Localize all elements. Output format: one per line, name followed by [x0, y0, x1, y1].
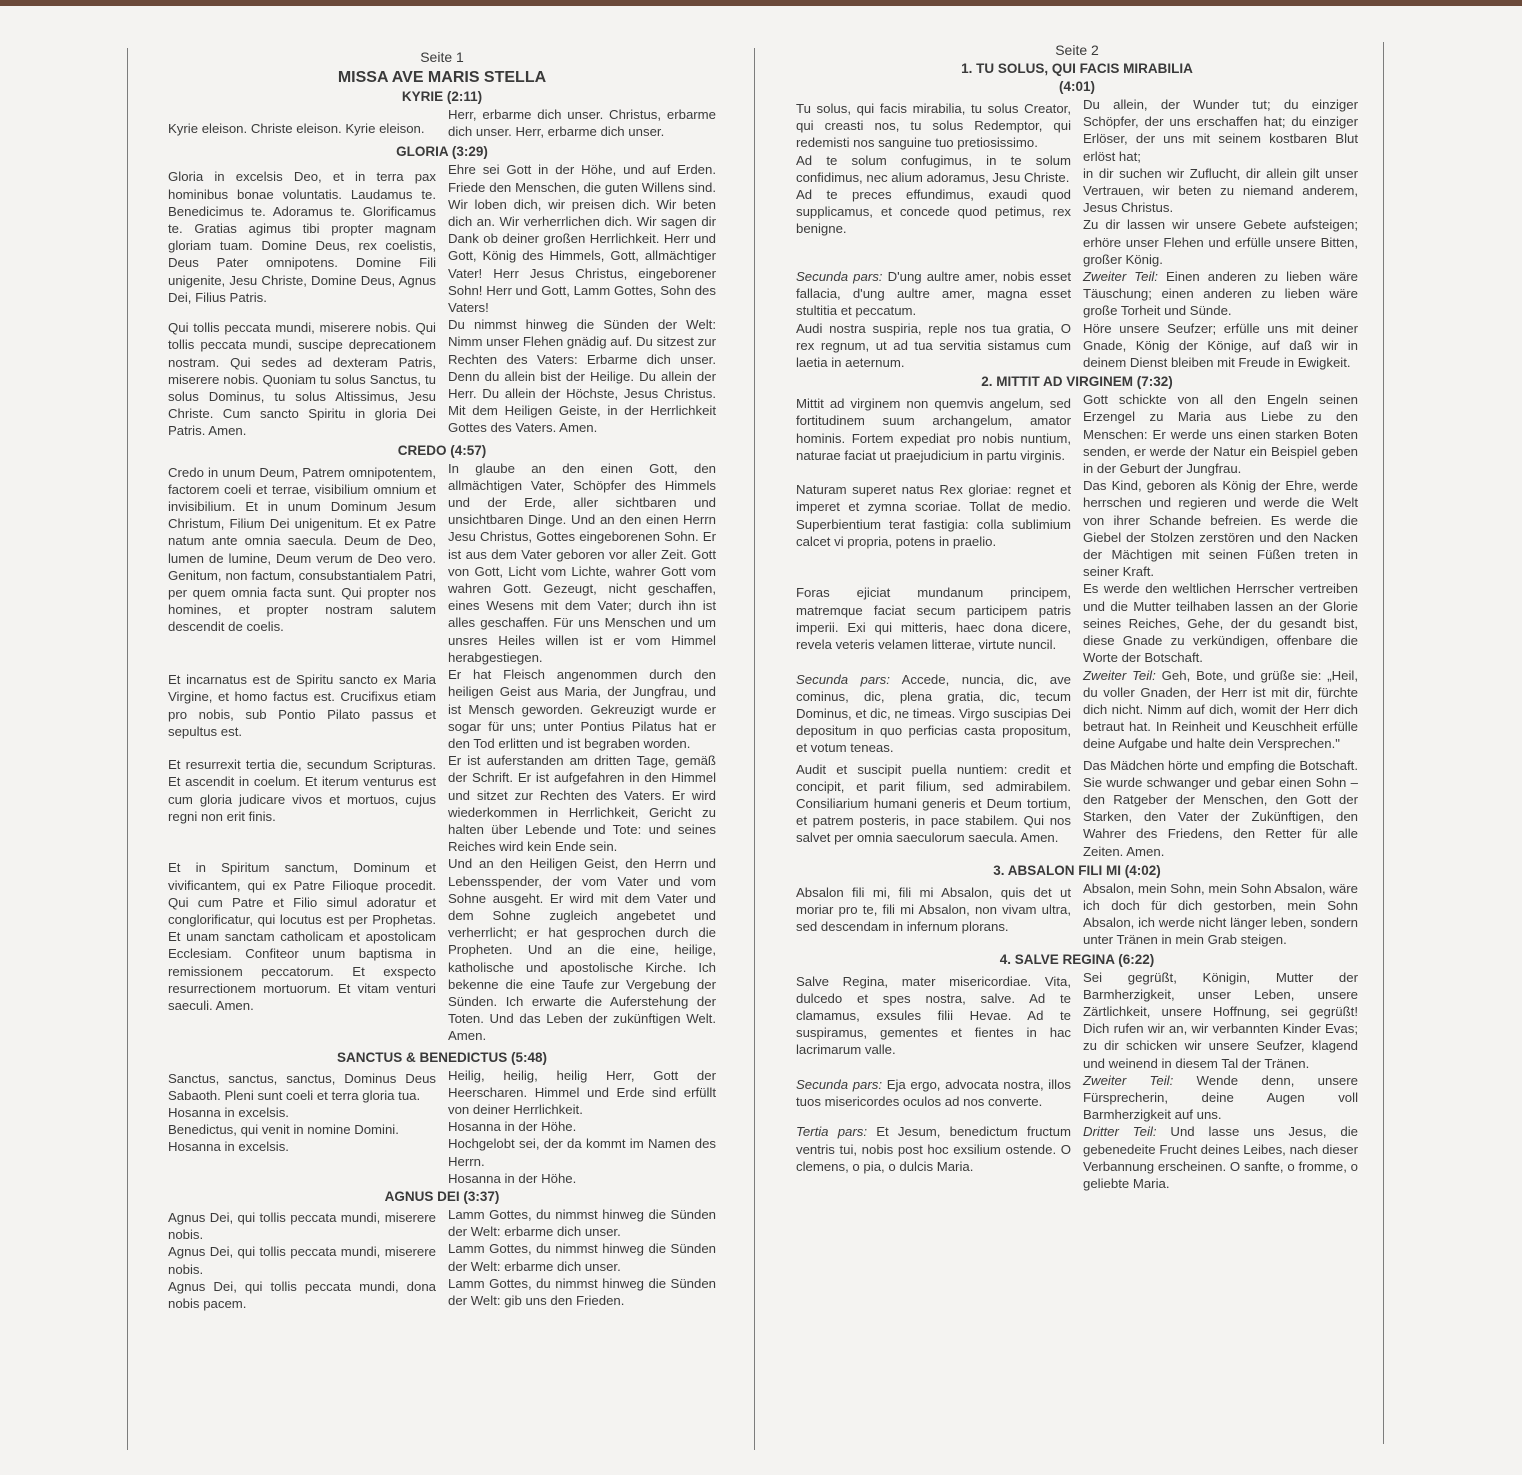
section-heading-tu-solus: 1. TU SOLUS, QUI FACIS MIRABILIA — [961, 61, 1193, 76]
latin-text: Et resurrexit tertia die, secundum Scripturas. Et ascendit in coelum. Et iterum venturus est cum gloria judicare vivos et mortuos, cujus regni non erit finis. — [168, 757, 436, 824]
text-block-mittit-5 — [796, 757, 1358, 860]
latin-text — [796, 1123, 1071, 1192]
german-text: Er hat Fleisch angenommen durch den heiligen Geist aus Maria, der Jungfrau, und ist Mensch geworden. Gekreuzigt wurde er sogar für uns; unter Pontius Pilatus hat er den Tod erlitten und ist begraben worden. — [448, 667, 716, 751]
text-block-mittit-3 — [796, 580, 1358, 666]
part-text: Accede, nuncia, dic, ave cominus, dic, plena gratia, dic, tecum Dominus, et dic, ne timeas. Virgo suscipias Dei depositum in quo perficias casta propositum, et votum teneas. — [796, 671, 1071, 756]
german-text: Es werde den weltlichen Herrscher vertreiben und die Mutter teilhaben lassen an der Glorie seines Reiches, Gehe, der du gesandt bist, diese Gnade zu verkündigen, offenbare die Worte der Botschaft. — [1083, 581, 1358, 666]
text-block-absalon — [796, 880, 1358, 949]
german-text — [1083, 1123, 1358, 1192]
text-block-mittit-4 — [796, 667, 1358, 757]
page1-label: Seite 1 — [420, 49, 464, 65]
german-text: Herr, erbarme dich unser. Christus, erbarme dich unser. Herr, erbarme dich unser. — [448, 107, 716, 140]
latin-text: Tu solus, qui facis mirabilia, tu solus Creator, qui creasti nos, tu solus Redemptor, qui redemisti nos sanguine tuo pretiosissimo. Ad te solum confugimus, in te solum confidimus, nec alium adoramus, Jesu Christe. Ad te preces effundimus, exaudi quod supplicamus, et concede quod petimus, rex benigne. — [796, 101, 1071, 237]
section-heading-salve-regina: 4. SALVE REGINA (6:22) — [999, 951, 1155, 967]
text-block-salve-3 — [796, 1123, 1358, 1192]
part-label: Secunda pars: — [796, 1076, 883, 1092]
page-1 — [168, 0, 716, 1312]
text-block-mittit-2 — [796, 477, 1358, 580]
latin-text: Naturam superet natus Rex gloriae: regnet et imperet et zymna scoriae. Tollat de medio. Superbientium terat fastigia: colla sublimium calcet vi propria, potens in praelio. — [796, 482, 1071, 549]
text-block-credo-4 — [168, 855, 716, 1044]
german-text: Und an den Heiligen Geist, den Herrn und Lebensspender, der vom Vater und vom Sohne ausgeht. Er wird mit dem Vater und dem Sohne zugleich angebetet und verherrlicht; er hat gesprochen durch die Propheten. Und an die eine, heilige, katholische und apostolische Kirche. Ich bekenne die eine Taufe zur Vergebung der Sünden. Ich erwarte die Auferstehung der Toten. Und das Leben der zukünftigen Welt. Amen. — [448, 856, 716, 1044]
latin-text: Foras ejiciat mundanum principem, matremque faciat secum participem patris imperii. Exi qui mitteris, haec dona dicere, revela veteris velamen litterae, virtute nuncil. — [796, 585, 1071, 653]
latin-text: Kyrie eleison. Christe eleison. Kyrie eleison. — [168, 121, 425, 136]
part-label: Zweiter Teil: — [1083, 667, 1156, 683]
part-text: Eja ergo, advocata nostra, illos tuos misericordes oculos ad nos converte. — [796, 1076, 1071, 1109]
text-block-salve-2 — [796, 1072, 1358, 1124]
part-text: Einen anderen zu lieben wäre Täuschung; einen anderen zu lieben wäre große Torheit und Sünde. Höre unsere Seufzer; erfülle uns mit deiner Gnade, König der Könige, auf daß wir in deinem Dienst bleiben mit Freude in Ewigkeit. — [1083, 269, 1358, 371]
german-text: Du nimmst hinweg die Sünden der Welt: Nimm unser Flehen gnädig auf. Du sitzest zur Rechten des Vaters: Erbarme dich unser. Denn du allein bist der Heilige. Du allein der Herr. Du allein der Höchste, Jesus Christus. Mit dem Heiligen Geiste, in der Herrlichkeit Gottes des Vaters. Amen. — [448, 317, 716, 436]
german-text: Heilig, heilig, heilig Herr, Gott der Heerscharen. Himmel und Erde sind erfüllt von deiner Herrlichkeit. Hosanna in der Höhe. Hochgelobt sei, der da kommt im Namen des Herrn. Hosanna in der Höhe. — [448, 1067, 716, 1186]
latin-text: Et in Spiritum sanctum, Dominum et vivificantem, qui ex Patre Filioque procedit. Qui cum Patre et Filio simul adoratur et conglorificatur, qui locutus est per Prophetas. Et unam sanctam catholicam et apostolicam Ecclesiam. Confiteor unum baptisma in remissionem peccatorum. Et exspecto resurrectionem mortuorum. Et vitam venturi saeculi. Amen. — [168, 860, 436, 1013]
text-block-mittit-1 — [796, 391, 1358, 477]
latin-text: Salve Regina, mater misericordiae. Vita, dulcedo et spes nostra, salve. Ad te clamamus, exsules filii Hevae. Ad te suspiramus, gementes et fientes in hac lacrimarum valle. — [796, 973, 1071, 1058]
latin-text: Absalon fili mi, fili mi Absalon, quis det ut moriar pro te, fili mi Absalon, non vivam ultra, sed descendam in infernum plorans. — [796, 884, 1071, 935]
part-label: Dritter Teil: — [1083, 1124, 1157, 1140]
text-block-gloria-1 — [168, 161, 716, 316]
latin-text: Qui tollis peccata mundi, miserere nobis. Qui tollis peccata mundi, suscipe deprecationem nostram. Qui sedes ad dexteram Patris, miserere nobis. Quoniam tu solus Sanctus, tu solus Dominus, tu solus Altissimus, Jesu Christe. Cum sancto Spiritu in gloria Dei Patris. Amen. — [168, 320, 436, 439]
german-text: Das Mädchen hörte und empfing die Botschaft. Sie wurde schwanger und gebar einen Sohn – den Ratgeber der Menschen, den Gott der Starken, den Vater der Zukünftigen, den Wahrer des Friedens, den Retter für alle Zeiten. Amen. — [1083, 757, 1358, 859]
german-text: Lamm Gottes, du nimmst hinweg die Sünden der Welt: erbarme dich unser. Lamm Gottes, du nimmst hinweg die Sünden der Welt: erbarme dich unser. Lamm Gottes, du nimmst hinweg die Sünden der Welt: gib uns den Frieden. — [448, 1206, 716, 1308]
section-heading-mittit: 2. MITTIT AD VIRGINEM (7:32) — [981, 374, 1173, 390]
german-text — [1083, 667, 1358, 757]
text-block-credo-1 — [168, 460, 716, 666]
part-text: D'ung aultre amer, nobis esset fallacia, d'ung aultre amer, magna esset stultitia et peccatum. Audi nostra suspiria, reple nos tua gratia, O rex regnum, ut ad tua servitia sistamus cum laetia in aeternum. — [796, 269, 1072, 371]
latin-text: Et incarnatus est de Spiritu sancto ex Maria Virgine, et homo factus est. Crucifixus etiam pro nobis, sub Pontio Pilato passus et sepultus est. — [168, 672, 436, 739]
latin-text: Mittit ad virginem non quemvis angelum, sed fortitudinem suum archangelum, amator hominis. Fortem expediat pro nobis nuntium, naturae faciat ut praejudicium in partu virginis. — [796, 396, 1071, 463]
page1-title: MISSA AVE MARIS STELLA — [337, 69, 547, 86]
german-text: Gott schickte von all den Engeln seinen Erzengel zu Maria aus Liebe zu den Menschen: Er werde uns einen starken Boten senden, er werde der Natur ein Beispiel geben in der Geburt der Jungfrau. — [1083, 392, 1358, 477]
german-text: In glaube an den einen Gott, den allmächtigen Vater, Schöpfer des Himmels und der Erde, aller sichtbaren und unsichtbaren Dinge. Und an den einen Herrn Jesu Christus, Gottes eingeborenen Sohn. Er ist aus dem Vater geboren vor aller Zeit. Gott von Gott, Licht vom Lichte, wahrer Gott vom wahren Gott. Gezeugt, nicht geschaffen, eines Wesens mit dem Vater; durch ihn ist alles geschaffen. Für uns Menschen und um unsres Heiles willen ist er vom Himmel herabgestiegen. — [448, 460, 716, 665]
german-text — [1083, 268, 1358, 371]
latin-text: Audit et suscipit puella nuntiem: credit et concipit, et parit filium, sed admirabilem. Consiliarium humani generis et Deum tortium, et patrem posteris, in pace stabilem. Qui nos salvet per omnia saeculorum saecula. Amen. — [796, 761, 1071, 846]
german-text: Ehre sei Gott in der Höhe, und auf Erden. Friede den Menschen, die guten Willens sind. Wir loben dich, wir preisen dich. Wir beten dich an. Wir verherrlichen dich. Wir sagen dir Dank ob deiner großen Herrlichkeit. Herr und Gott, König des Himmels, Gott, allmächtiger Vater! Herr Jesus Christus, eingeborener Sohn! Herr und Gott, Lamm Gottes, Sohn des Vaters! — [448, 162, 716, 316]
page2-label: Seite 2 — [1055, 42, 1099, 58]
part-label: Secunda pars: — [796, 671, 890, 687]
text-block-salve-1 — [796, 969, 1358, 1072]
latin-text — [796, 268, 1071, 371]
part-text: Und lasse uns Jesus, die gebenedeite Frucht deines Leibes, nach dieser Verbannung erscheinen. O sanfte, o fromme, o geliebte Maria. — [1083, 1124, 1358, 1191]
part-text: Geh, Bote, und grüße sie: „Heil, du voller Gnaden, der Herr ist mit dir, fürchte dich nicht. Nimm auf dich, womit der Herr dich betraut hat. In Reinheit und Keuschheit erfülle deine Aufgabe und halte dein Versprechen." — [1083, 667, 1358, 752]
text-block-gloria-2 — [168, 316, 716, 439]
section-heading-absalon: 3. ABSALON FILI MI (4:02) — [993, 862, 1161, 878]
german-text: Du allein, der Wunder tut; du einziger Schöpfer, der uns erschaffen hat; du einziger Erlöser, der uns mit seinem kostbaren Blut erlöst hat; in dir suchen wir Zuflucht, dir allein gilt unser Vertrauen, wir beten zu niemand anderem, Jesus Christus. Zu dir lassen wir unsere Gebete aufsteigen; erhöre unser Flehen und erfülle unsere Bitten, großer König. — [1083, 97, 1358, 267]
part-text: Et Jesum, benedictum fructum ventris tui, nobis post hoc exsilium ostende. O clemens, o pia, o dulcis Maria. — [796, 1124, 1071, 1174]
text-block-sanctus — [168, 1067, 716, 1187]
latin-text: Credo in unum Deum, Patrem omnipotentem, factorem coeli et terrae, visibilium omnium et invisibilium. Et in unum Dominum Jesum Christum, Filium Dei unigenitum. Et ex Patre natum ante omnia saecula. Deum de Deo, lumen de lumine, Deum verum de Deo vero. Genitum, non factum, consubstantialem Patri, per quem omnia facta sunt. Qui propter nos homines, et propter nostram salutem descendit de coelis. — [168, 464, 436, 635]
german-text: Sei gegrüßt, Königin, Mutter der Barmherzigkeit, unser Leben, unsere Zärtlichkeit, unsere Hoffnung, sei gegrüßt! Dich rufen wir an, wir verbannten Kinder Evas; zu dir schicken wir unsere Seufzer, klagend und weinend in diesem Tal der Tränen. — [1083, 969, 1358, 1071]
part-label: Zweiter Teil: — [1083, 1072, 1174, 1088]
section-heading-sanctus: SANCTUS & BENEDICTUS (5:48) — [336, 1049, 548, 1065]
text-block-tu-solus-1 — [796, 96, 1358, 268]
page-divider-rule — [754, 48, 755, 1450]
latin-text — [796, 1076, 1071, 1124]
text-block-credo-3 — [168, 752, 716, 855]
part-text: Wende denn, unsere Fürsprecherin, deine Augen voll Barmherzigkeit auf uns. — [1083, 1072, 1358, 1123]
section-heading-kyrie: KYRIE (2:11) — [401, 89, 483, 104]
german-text: Absalon, mein Sohn, mein Sohn Absalon, wäre ich doch für dich gestorben, mein Sohn Absalon, ich werde nicht länger leben, sondern unter Tränen in mein Grab steigen. — [1083, 880, 1358, 948]
section-heading-agnus-dei: AGNUS DEI (3:37) — [384, 1188, 500, 1204]
page2-right-rule — [1383, 42, 1384, 1444]
latin-text — [796, 671, 1071, 757]
section-duration-tu-solus: (4:01) — [1058, 79, 1095, 94]
german-text — [1083, 1072, 1358, 1124]
latin-text: Agnus Dei, qui tollis peccata mundi, miserere nobis. Agnus Dei, qui tollis peccata mundi, miserere nobis. Agnus Dei, qui tollis peccata mundi, dona nobis pacem. — [168, 1209, 436, 1311]
text-block-credo-2 — [168, 666, 716, 752]
part-label: Zweiter Teil: — [1083, 269, 1158, 285]
text-block-tu-solus-2 — [796, 268, 1358, 371]
text-block-kyrie — [168, 106, 716, 140]
section-heading-credo: CREDO (4:57) — [397, 442, 487, 458]
part-label: Secunda pars: — [796, 269, 883, 285]
text-block-agnus-dei — [168, 1206, 716, 1312]
german-text: Er ist auferstanden am dritten Tage, gemäß der Schrift. Er ist aufgefahren in den Himmel und sitzet zur Rechten des Vaters. Er wird wiederkommen in Herrlichkeit, Gericht zu halten über Lebende und Tote: und seines Reiches wird kein Ende sein. — [448, 753, 716, 855]
latin-text: Sanctus, sanctus, sanctus, Dominus Deus Sabaoth. Pleni sunt coeli et terra gloria tua. Hosanna in excelsis. Benedictus, qui venit in nomine Domini. Hosanna in excelsis. — [168, 1070, 436, 1155]
part-label: Tertia pars: — [796, 1124, 868, 1140]
page-2 — [796, 0, 1358, 1192]
page1-left-rule — [127, 48, 128, 1450]
german-text: Das Kind, geboren als König der Ehre, werde herrschen und regieren und werde die Welt von ihrer Schande befreien. Es werde die Giebel der Stolzen zerstören und den Nacken der Mächtigen mit seinen Füßen treten in seiner Kraft. — [1083, 478, 1358, 580]
latin-text: Gloria in excelsis Deo, et in terra pax hominibus bonae voluntatis. Laudamus te. Benedicimus te. Adoramus te. Glorificamus te. Gratias agimus tibi propter magnam gloriam tuam. Domine Deus, rex coelistis, Deus Pater omnipotens. Domine Fili unigenite, Jesu Christe, Domine Deus, Agnus Dei, Filius Patris. — [168, 169, 436, 305]
section-heading-gloria: GLORIA (3:29) — [396, 144, 488, 160]
